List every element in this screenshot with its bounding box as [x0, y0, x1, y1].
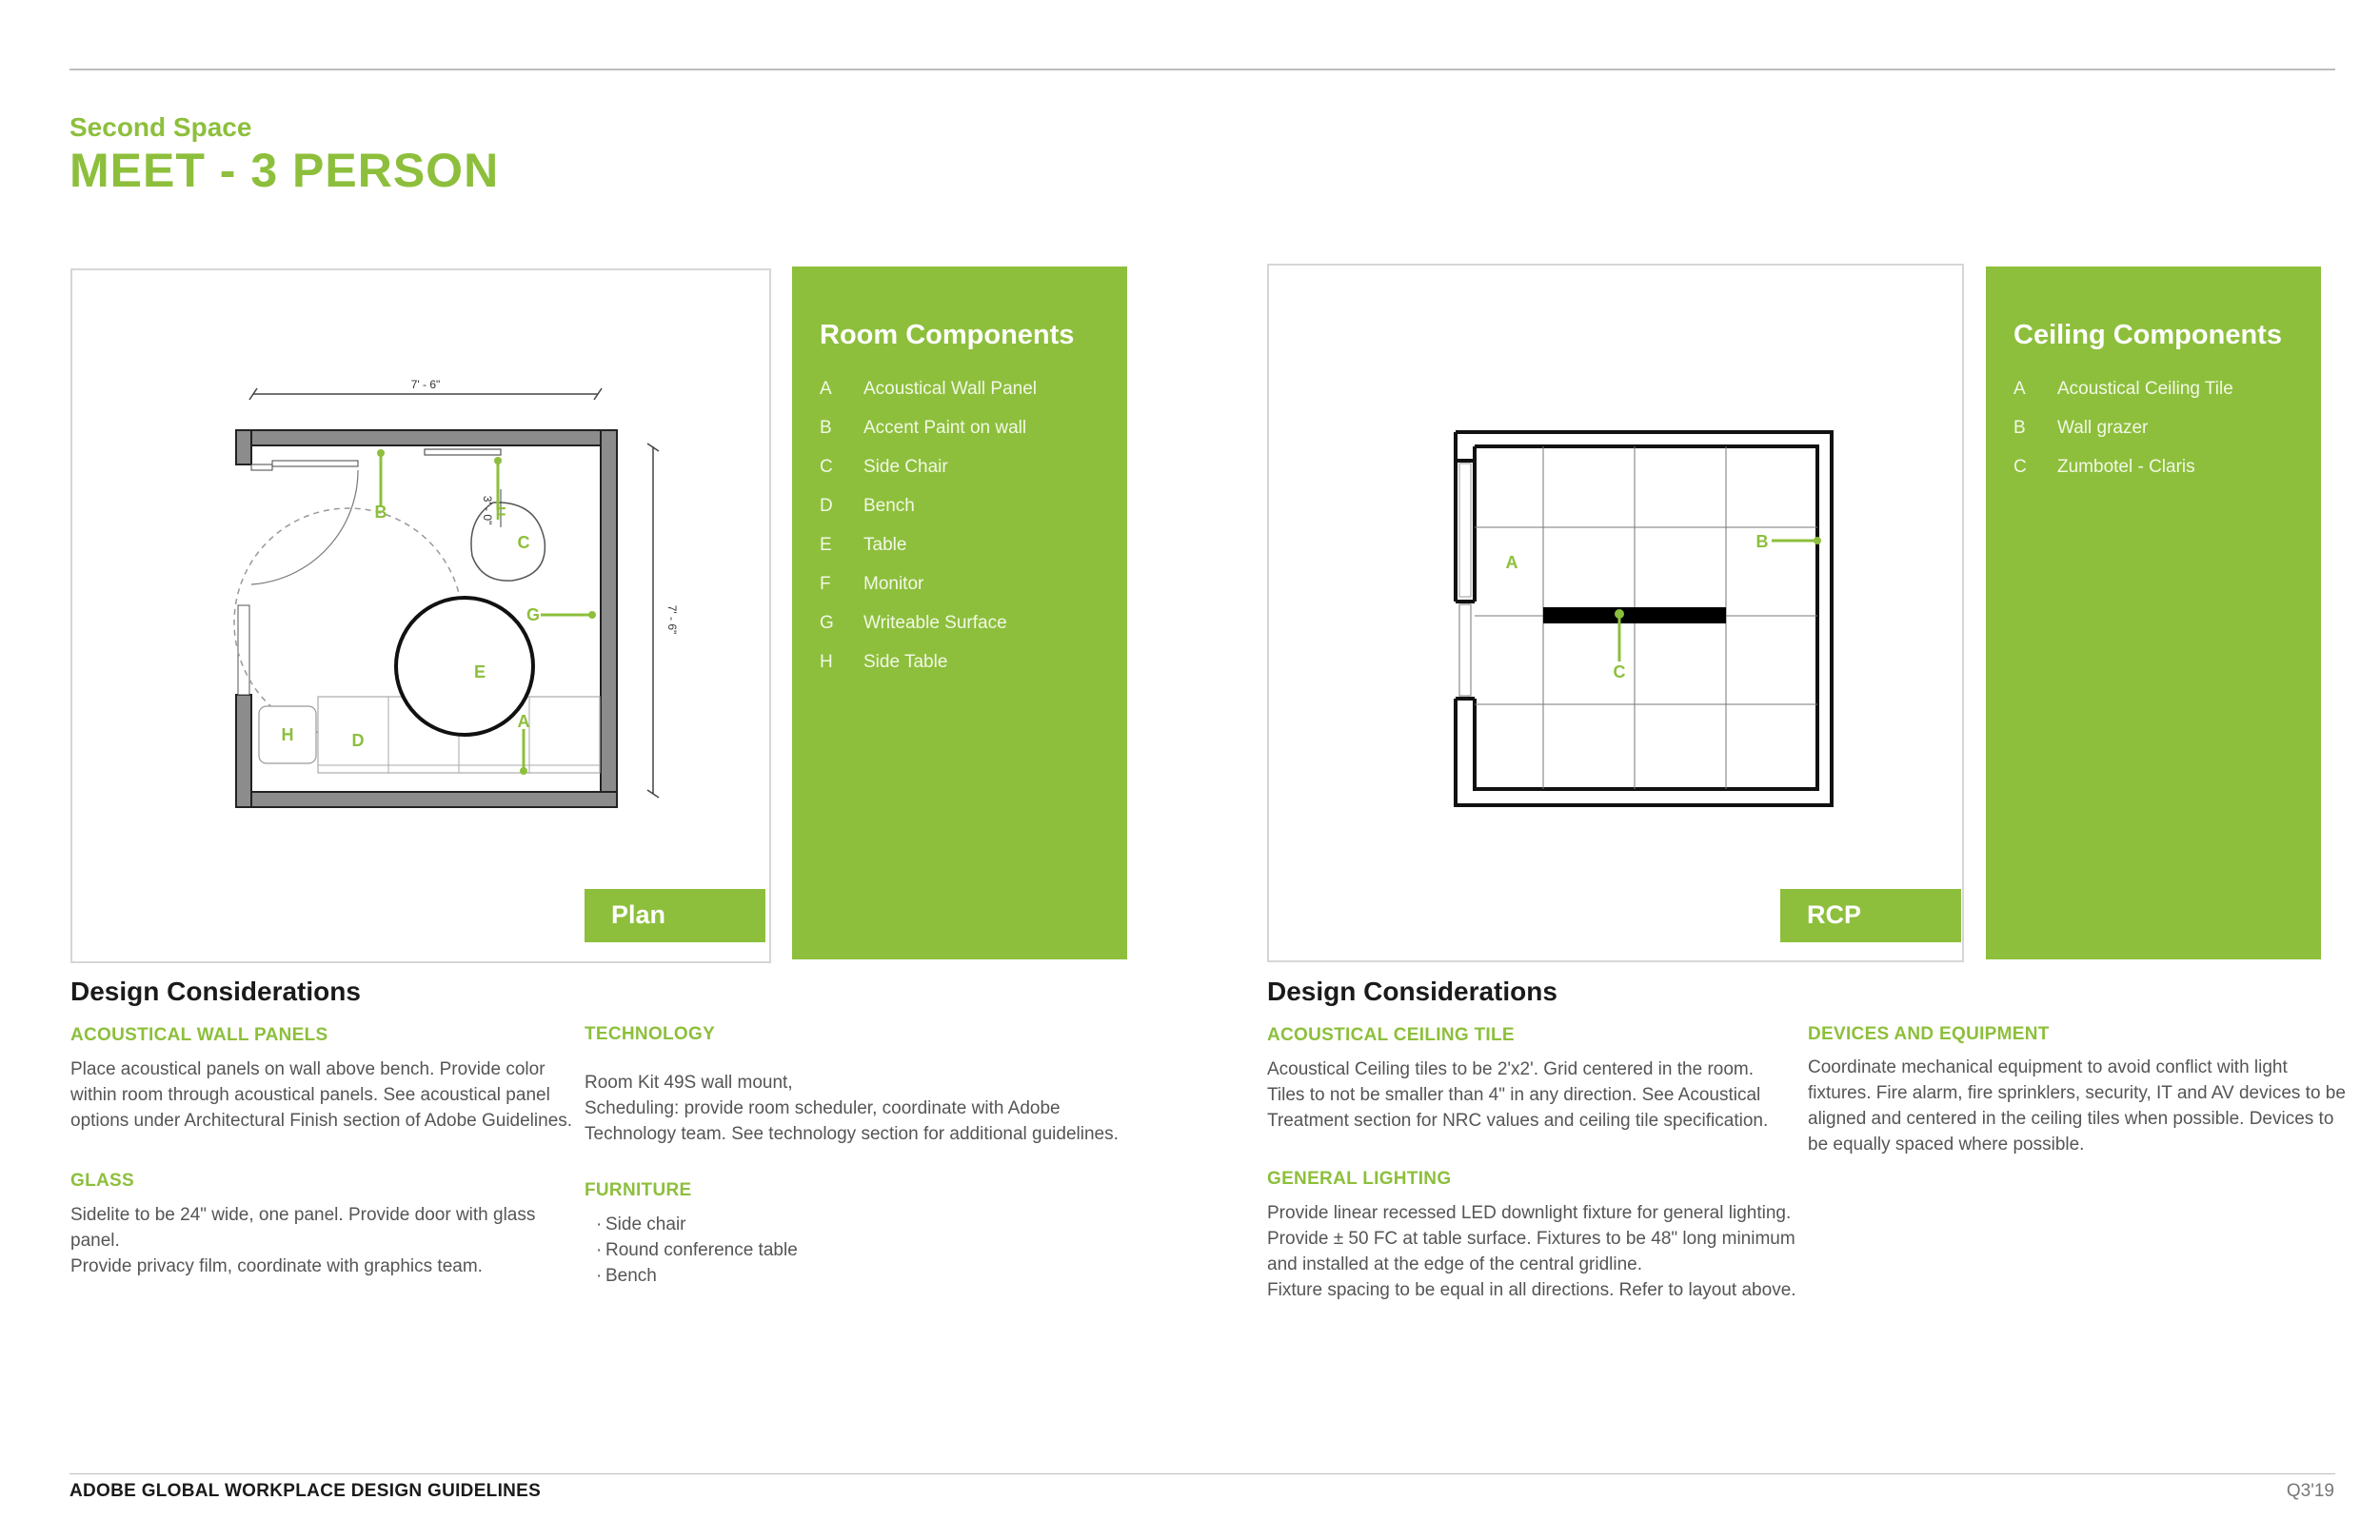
plan-marker-b: B — [374, 503, 387, 522]
glass-heading: GLASS — [70, 1171, 134, 1191]
plan-tag: Plan — [585, 889, 765, 942]
acoustical-wall-panels-heading: ACOUSTICAL WALL PANELS — [70, 1025, 328, 1045]
plan-marker-c: C — [517, 533, 530, 552]
rcp-marker-b: B — [1755, 532, 1769, 551]
glass-text: Sidelite to be 24" wide, one panel. Provide door with glass panel. Provide privacy film, coordinate with graphics team. — [70, 1205, 536, 1276]
list-item: F Monitor — [820, 574, 924, 594]
ceiling-components-panel — [1986, 267, 2321, 959]
general-lighting-heading: GENERAL LIGHTING — [1267, 1169, 1452, 1189]
rcp-marker-c: C — [1613, 662, 1626, 681]
list-item: C Zumbotel - Claris — [2013, 457, 2195, 477]
plan-marker-h: H — [281, 725, 294, 744]
footer-date: Q3'19 — [2286, 1481, 2334, 1501]
plan-gap-dimension: 3' - 0" — [481, 495, 494, 525]
plan-marker-e: E — [473, 662, 486, 681]
plan-width-dimension: 7' - 6" — [410, 378, 441, 391]
floor-plan-drawing — [72, 270, 769, 961]
list-item: C Side Chair — [820, 457, 948, 477]
furniture-list — [585, 1212, 798, 1289]
devices-and-equipment-heading: DEVICES AND EQUIPMENT — [1808, 1024, 2050, 1044]
devices-and-equipment-text: Coordinate mechanical equipment to avoid conflict with light fixtures. Fire alarm, fire sprinklers, security, IT and AV devices to be aligned and centered in the ceiling tiles when possible. Devices to be equally spaced where possible. — [1808, 1057, 2346, 1155]
acoustical-ceiling-tile-heading: ACOUSTICAL CEILING TILE — [1267, 1025, 1515, 1045]
reflected-ceiling-plan-drawing — [1269, 266, 1962, 960]
furniture-heading: FURNITURE — [585, 1180, 692, 1200]
acoustical-wall-panels-text: Place acoustical panels on wall above bench. Provide color within room through acoustical panels. See acoustical panel options under Architectural Finish section of Adobe Guidelines. — [70, 1059, 573, 1131]
top-rule — [69, 69, 2335, 70]
list-item: A Acoustical Wall Panel — [820, 379, 1037, 399]
list-item: G Writeable Surface — [820, 613, 1007, 633]
left-design-considerations-title: Design Considerations — [70, 977, 361, 1006]
acoustical-ceiling-tile-text: Acoustical Ceiling tiles to be 2'x2'. Grid centered in the room. Tiles to not be smaller than 4" in any direction. See Acoustical Treatment section for NRC values and ceiling tile specification. — [1267, 1059, 1769, 1131]
list-item: H Side Table — [820, 652, 948, 672]
plan-marker-f: F — [495, 504, 506, 523]
list-item: E Table — [820, 535, 907, 555]
rcp-tag: RCP — [1780, 889, 1961, 942]
technology-text: Room Kit 49S wall mount, Scheduling: provide room scheduler, coordinate with Adobe Technology team. See technology section for additional guidelines. — [585, 1073, 1119, 1144]
ceiling-components-title: Ceiling Components — [2013, 320, 2282, 350]
footer-title: ADOBE GLOBAL WORKPLACE DESIGN GUIDELINES — [69, 1481, 542, 1501]
list-item: · Side chair — [585, 1212, 798, 1237]
right-design-considerations-title: Design Considerations — [1267, 977, 1557, 1006]
room-components-list — [820, 379, 1037, 691]
ceiling-components-list — [2013, 379, 2233, 496]
rcp-frame — [1267, 264, 1964, 962]
list-item: · Bench — [585, 1263, 798, 1289]
plan-marker-g: G — [526, 605, 541, 624]
technology-heading: TECHNOLOGY — [585, 1024, 716, 1044]
plan-frame — [70, 268, 771, 963]
rcp-marker-a: A — [1505, 553, 1518, 572]
plan-marker-a: A — [517, 712, 530, 731]
list-item: B Accent Paint on wall — [820, 418, 1027, 438]
plan-depth-dimension: 7' - 6" — [665, 604, 679, 635]
room-components-title: Room Components — [820, 320, 1075, 350]
list-item: A Acoustical Ceiling Tile — [2013, 379, 2233, 399]
page-subtitle: Second Space — [69, 112, 252, 142]
footer-rule — [69, 1473, 2335, 1474]
room-components-panel — [792, 267, 1127, 959]
page-title: MEET - 3 PERSON — [69, 144, 500, 197]
list-item: · Round conference table — [585, 1237, 798, 1263]
general-lighting-text: Provide linear recessed LED downlight fixture for general lighting. Provide ± 50 FC at table surface. Fixtures to be 48" long minimum and installed at the edge of the central gridline. Fixture spacing to be equal in all directions. Refer to layout above. — [1267, 1203, 1796, 1300]
list-item: D Bench — [820, 496, 915, 516]
plan-marker-d: D — [351, 731, 365, 750]
list-item: B Wall grazer — [2013, 418, 2149, 438]
